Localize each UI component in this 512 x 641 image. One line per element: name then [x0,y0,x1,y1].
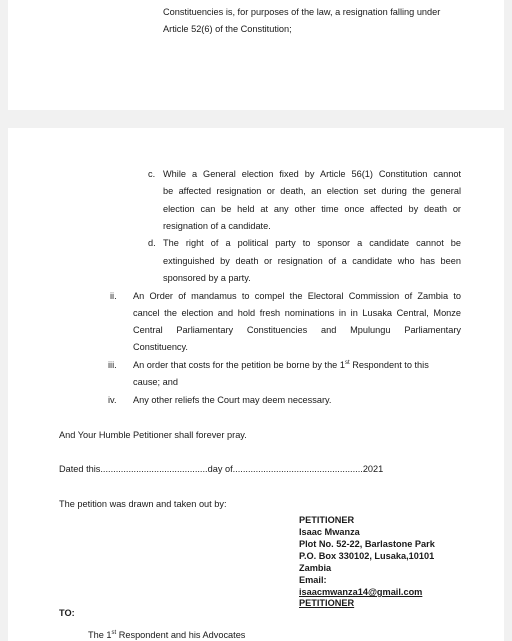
text-line: The right of a political party to sponsor a candidate cannot be [163,238,461,248]
text-span: An order that costs for the petition be borne by the 1 [133,360,345,370]
text-line: resignation of a candidate. [163,221,271,231]
text-line: Constituency. [133,342,188,352]
dated-line [59,463,383,475]
petitioner-heading: PETITIONER [299,515,355,525]
petitioner-footer: PETITIONER [299,598,355,608]
text-span: The 1 [88,630,112,640]
text-line: election can be held at any other time once affected by death or [163,204,461,214]
petitioner-country: Zambia [299,563,332,573]
dated-year: 2021 [362,464,384,474]
petitioner-address: Plot No. 52-22, Barlastone Park [299,539,435,549]
text-line: Any other reliefs the Court may deem necessary. [133,395,332,405]
text-line: While a General election fixed by Article 56(1) Constitution cannot [163,169,461,179]
list-marker: c. [148,169,156,179]
dated-mid: day of [207,464,233,474]
text-span: Respondent and his Advocates [116,630,246,640]
blank-dots: .......................................... [100,464,208,474]
list-marker: iv. [108,395,117,405]
blank-dots: ................................................... [232,464,363,474]
text-line [133,359,429,371]
text-line: be affected resignation or death, an election set during the general [163,186,461,196]
superscript: st [111,629,117,636]
petitioner-email-link[interactable]: isaacmwanza14@gmail.com [299,587,423,597]
text-line: Constituencies is, for purposes of the law, a resignation falling under [163,7,441,17]
recipient-line [88,629,245,641]
petitioner-name: Isaac Mwanza [299,527,360,537]
drawn-by-line: The petition was drawn and taken out by: [59,499,227,509]
text-line: extinguished by death or resignation of a candidate who has been [163,256,461,266]
text-line: An Order of mandamus to compel the Electoral Commission of Zambia to [133,291,461,301]
dated-label: Dated this [59,464,101,474]
superscript: st [344,359,350,366]
to-label: TO: [59,608,75,618]
text-line: Central Parliamentary Constituencies and Mpulungu Parliamentary [133,325,461,335]
text-line: cancel the election and hold fresh nominations in in Lusaka Central, Monze [133,308,461,318]
previous-page [8,0,504,110]
list-marker: ii. [110,291,117,301]
list-marker: iii. [108,360,117,370]
text-line: sponsored by a party. [163,273,251,283]
petitioner-email-label: Email: [299,575,327,585]
petitioner-address: P.O. Box 330102, Lusaka,10101 [299,551,435,561]
prayer-line: And Your Humble Petitioner shall forever pray. [59,430,247,440]
text-line: cause; and [133,377,178,387]
list-marker: d. [148,238,156,248]
text-line: Article 52(6) of the Constitution; [163,24,292,34]
current-page [8,128,504,641]
text-span: Respondent to this [349,360,429,370]
